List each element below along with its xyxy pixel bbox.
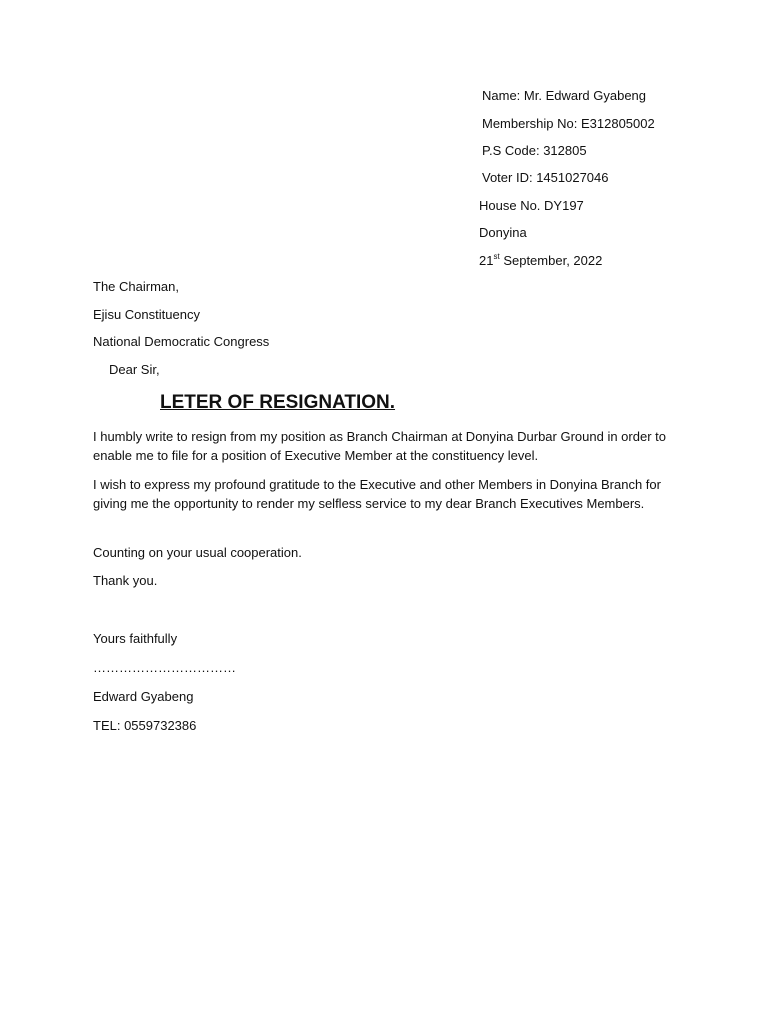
date-day: 21 (479, 253, 494, 268)
recipient-line-3: National Democratic Congress (93, 334, 270, 349)
signatory-tel: TEL: 0559732386 (93, 718, 197, 733)
body-paragraph-4: Thank you. (93, 573, 158, 588)
sender-ps-code: P.S Code: 312805 (482, 143, 587, 158)
salutation: Dear Sir, (109, 362, 160, 377)
letter-date (479, 253, 602, 269)
recipient-line-1: The Chairman, (93, 279, 179, 294)
signature-line: …………………………… (93, 660, 236, 675)
sender-house-no: House No. DY197 (479, 198, 584, 213)
signatory-name: Edward Gyabeng (93, 689, 194, 704)
date-suffix: st (493, 251, 500, 261)
sender-name: Name: Mr. Edward Gyabeng (482, 88, 647, 103)
sender-town: Donyina (479, 225, 527, 240)
sender-voter-id: Voter ID: 1451027046 (482, 170, 609, 185)
body-paragraph-2: I wish to express my profound gratitude to the Executive and other Members in Donyina Branch for giving me the opportunity to render my selfless service to my dear Branch Executives Members. (93, 477, 661, 511)
body-paragraph-3: Counting on your usual cooperation. (93, 545, 302, 560)
body-paragraph-1: I humbly write to resign from my position as Branch Chairman at Donyina Durbar Ground in order to enable me to file for a position of Executive Member at the constituency level. (93, 429, 666, 463)
sign-off: Yours faithfully (93, 631, 178, 646)
letter-title: LETER OF RESIGNATION. (160, 392, 396, 413)
sender-membership-no: Membership No: E312805002 (482, 116, 655, 131)
recipient-line-2: Ejisu Constituency (93, 307, 200, 322)
date-rest: September, 2022 (499, 253, 603, 268)
